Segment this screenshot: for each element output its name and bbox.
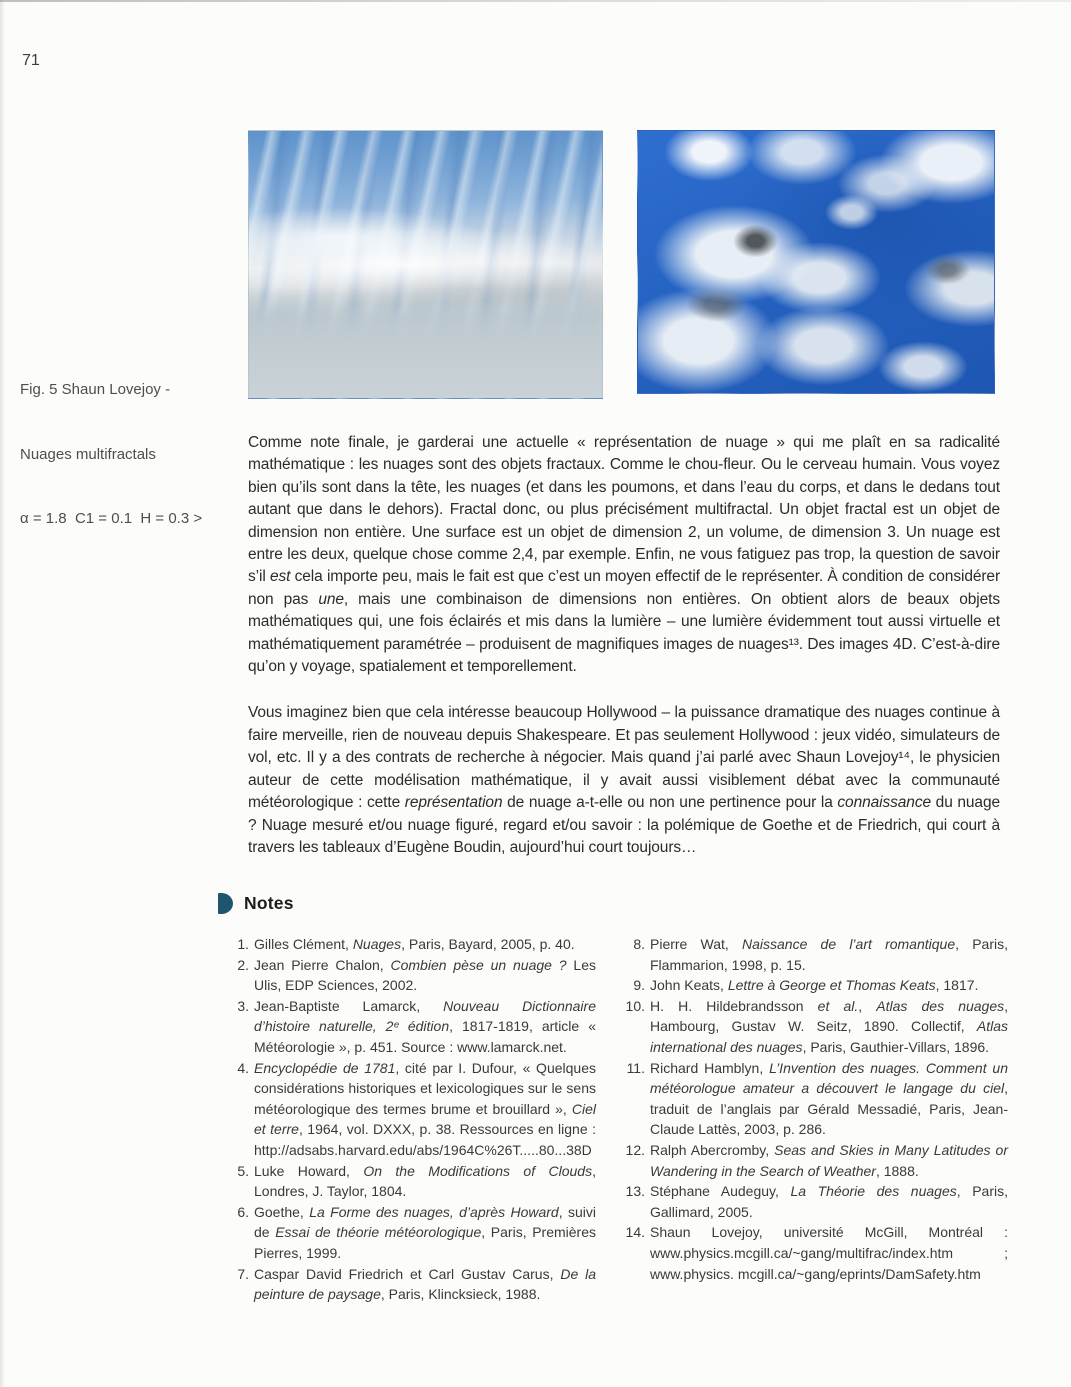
body-text <box>248 432 1000 883</box>
note-number: 4. <box>237 1059 249 1076</box>
note-text: Caspar David Friedrich et Carl Gustav Carus, De la peinture de paysage, Paris, Klincksieck, 1988. <box>254 1265 596 1303</box>
notes-columns <box>228 934 1010 1305</box>
page-number: 71 <box>22 52 40 69</box>
figure-caption-line: Nuages multifractals <box>20 445 156 463</box>
notes-section <box>216 893 1010 1305</box>
note-text: Goethe, La Forme des nuages, d’après Howard, suivi de Essai de théorie météorologique, Paris, Premières Pierres, 1999. <box>254 1203 597 1261</box>
notes-column-left <box>228 934 596 1305</box>
note-text: Ralph Abercromby, Seas and Skies in Many Latitudes or Wandering in the Search of Weather, 1888. <box>650 1141 1008 1179</box>
note-text: Gilles Clément, Nuages, Paris, Bayard, 2005, p. 40. <box>254 936 575 952</box>
paragraph: Vous imaginez bien que cela intéresse beaucoup Hollywood – la puissance dramatique des nuages continue à faire merveille, rien de nouveau depuis Shakespeare. Et pas seulement Hollywood : jeux vidéo, simulateurs de vol, etc. Il y a des contrats de recherche à négocier. Mais quand j’ai parlé avec Shaun Lovejoy¹⁴, le physicien auteur de cette modélisation mathématique, il y avait aussi visiblement débat avec la communauté météorologique : cette représentation de nuage a-t-elle ou non une pertinence pour la connaissance du nuage ? Nuage mesuré et/ou nuage figuré, regard et/ou savoir : la polémique de Goethe et de Friedrich, qui court à travers les tableaux d’Eugène Boudin, aujourd’hui court toujours… <box>248 704 1000 856</box>
note-item <box>624 996 1008 1058</box>
note-number: 9. <box>633 977 645 994</box>
scan-edge-top <box>0 0 1071 2</box>
note-item <box>624 1058 1008 1140</box>
note-item <box>228 934 596 955</box>
note-number: 8. <box>633 936 645 952</box>
note-number: 12. <box>625 1141 645 1158</box>
note-text: John Keats, Lettre à George et Thomas Keats, 1817. <box>650 977 979 994</box>
note-number: 6. <box>237 1203 249 1220</box>
note-item <box>228 1161 596 1202</box>
notes-heading: Notes <box>244 893 294 913</box>
note-item <box>228 1058 596 1161</box>
note-item <box>624 975 1008 996</box>
note-text: Stéphane Audeguy, La Théorie des nuages, Paris, Gallimard, 2005. <box>650 1183 1008 1220</box>
figure-caption-line: α = 1.8 C1 = 0.1 H = 0.3 > <box>20 510 203 527</box>
note-item <box>624 934 1008 975</box>
note-item <box>228 955 596 996</box>
scan-edge-left <box>0 0 5 1387</box>
note-number: 1. <box>237 936 249 952</box>
note-text: Shaun Lovejoy, université McGill, Montréal : www.physics.mcgill.ca/~gang/multifrac/index.htm ; www.physics. mcgill.ca/~gang/eprints/DamSafety.htm <box>650 1224 1008 1282</box>
note-item <box>228 1202 596 1264</box>
note-text: Luke Howard, On the Modifications of Clouds, Londres, J. Taylor, 1804. <box>254 1162 596 1200</box>
stratus-clouds-photo <box>248 130 603 399</box>
note-item <box>624 1140 1008 1181</box>
notes-bullet-icon <box>218 893 233 914</box>
note-number: 13. <box>625 1183 645 1200</box>
note-number: 5. <box>237 1162 249 1179</box>
note-number: 14. <box>625 1224 645 1241</box>
note-text: Richard Hamblyn, L’Invention des nuages. Comment un météorologue amateur a découvert le langage du ciel, traduit de l’anglais par Gérald Messadié, Paris, Jean-Claude Lattès, 2003, p. 286. <box>650 1059 1009 1138</box>
note-number: 2. <box>237 956 249 973</box>
note-text: H. H. Hildebrandsson et al., Atlas des nuages, Hambourg, Gustav W. Seitz, 1890. Collectif, Atlas international des nuages, Paris, Gauthier-Villars, 1896. <box>650 997 1009 1055</box>
figure-caption <box>20 336 202 573</box>
note-item <box>624 1181 1008 1222</box>
notes-column-right <box>624 934 1008 1305</box>
note-text: Encyclopédie de 1781, cité par I. Dufour, « Quelques considérations historiques et lexicologiques sur le sens météorologique des termes brume et brouillard », Ciel et terre, 1964, vol. DXXX, p. 38. Ressources en ligne : http://adsabs.harvard.edu/abs/1964C%26T.....80...38D <box>254 1059 596 1158</box>
paragraph: Comme note finale, je garderai une actuelle « représentation de nuage » qui me plaît en sa radicalité mathématique : les nuages sont des objets fractaux. Comme le chou-fleur. Ou le cerveau humain. Vous voyez bien qu’ils sont dans la tête, les nuages (et dans les poumons, et dans l’eau du corps, et dans le dedans tout autant que dans le dehors). Fractal donc, ou plus précisément multifractal. Un objet fractal est un objet de dimension non entière. Une surface est un objet de dimension 2, un volume, de dimension 3. Un nuage est entre les deux, quelque chose comme 2,4, par exemple. Enfin, ne vous fatiguez pas trop, la question de savoir s’il est cela importe peu, mais le fait est que c’est un moyen effectif de le représenter. À condition de considérer non pas une, mais une combinaison de dimensions non entières. On obtient alors de beaux objets mathématiques qui, une fois éclairés et mis dans la lumière – une lumière évidemment tout aussi virtuelle et mathématiquement paramétrée – produisent de magnifiques images de nuages¹³. Des images 4D. C’est-à-dire qu’on y voyage, spatialement et temporellement. <box>248 434 1001 676</box>
note-item <box>624 1222 1008 1284</box>
note-number: 11. <box>626 1059 645 1076</box>
note-text: Pierre Wat, Naissance de l’art romantique, Paris, Flammarion, 1998, p. 15. <box>650 936 1008 973</box>
note-number: 3. <box>237 997 249 1014</box>
notes-header <box>218 893 1010 914</box>
figure-caption-line: Fig. 5 Shaun Lovejoy - <box>20 381 171 398</box>
cumulus-clouds-photo <box>637 130 995 394</box>
note-item <box>228 996 596 1058</box>
note-text: Jean Pierre Chalon, Combien pèse un nuage ? Les Ulis, EDP Sciences, 2002. <box>254 956 596 994</box>
note-number: 7. <box>237 1265 249 1282</box>
note-item <box>228 1264 596 1305</box>
note-text: Jean-Baptiste Lamarck, Nouveau Dictionnaire d’histoire naturelle, 2ᵉ édition, 1817-1819, article « Météorologie », p. 451. Source : www.lamarck.net. <box>254 997 596 1055</box>
note-number: 10. <box>625 997 645 1014</box>
